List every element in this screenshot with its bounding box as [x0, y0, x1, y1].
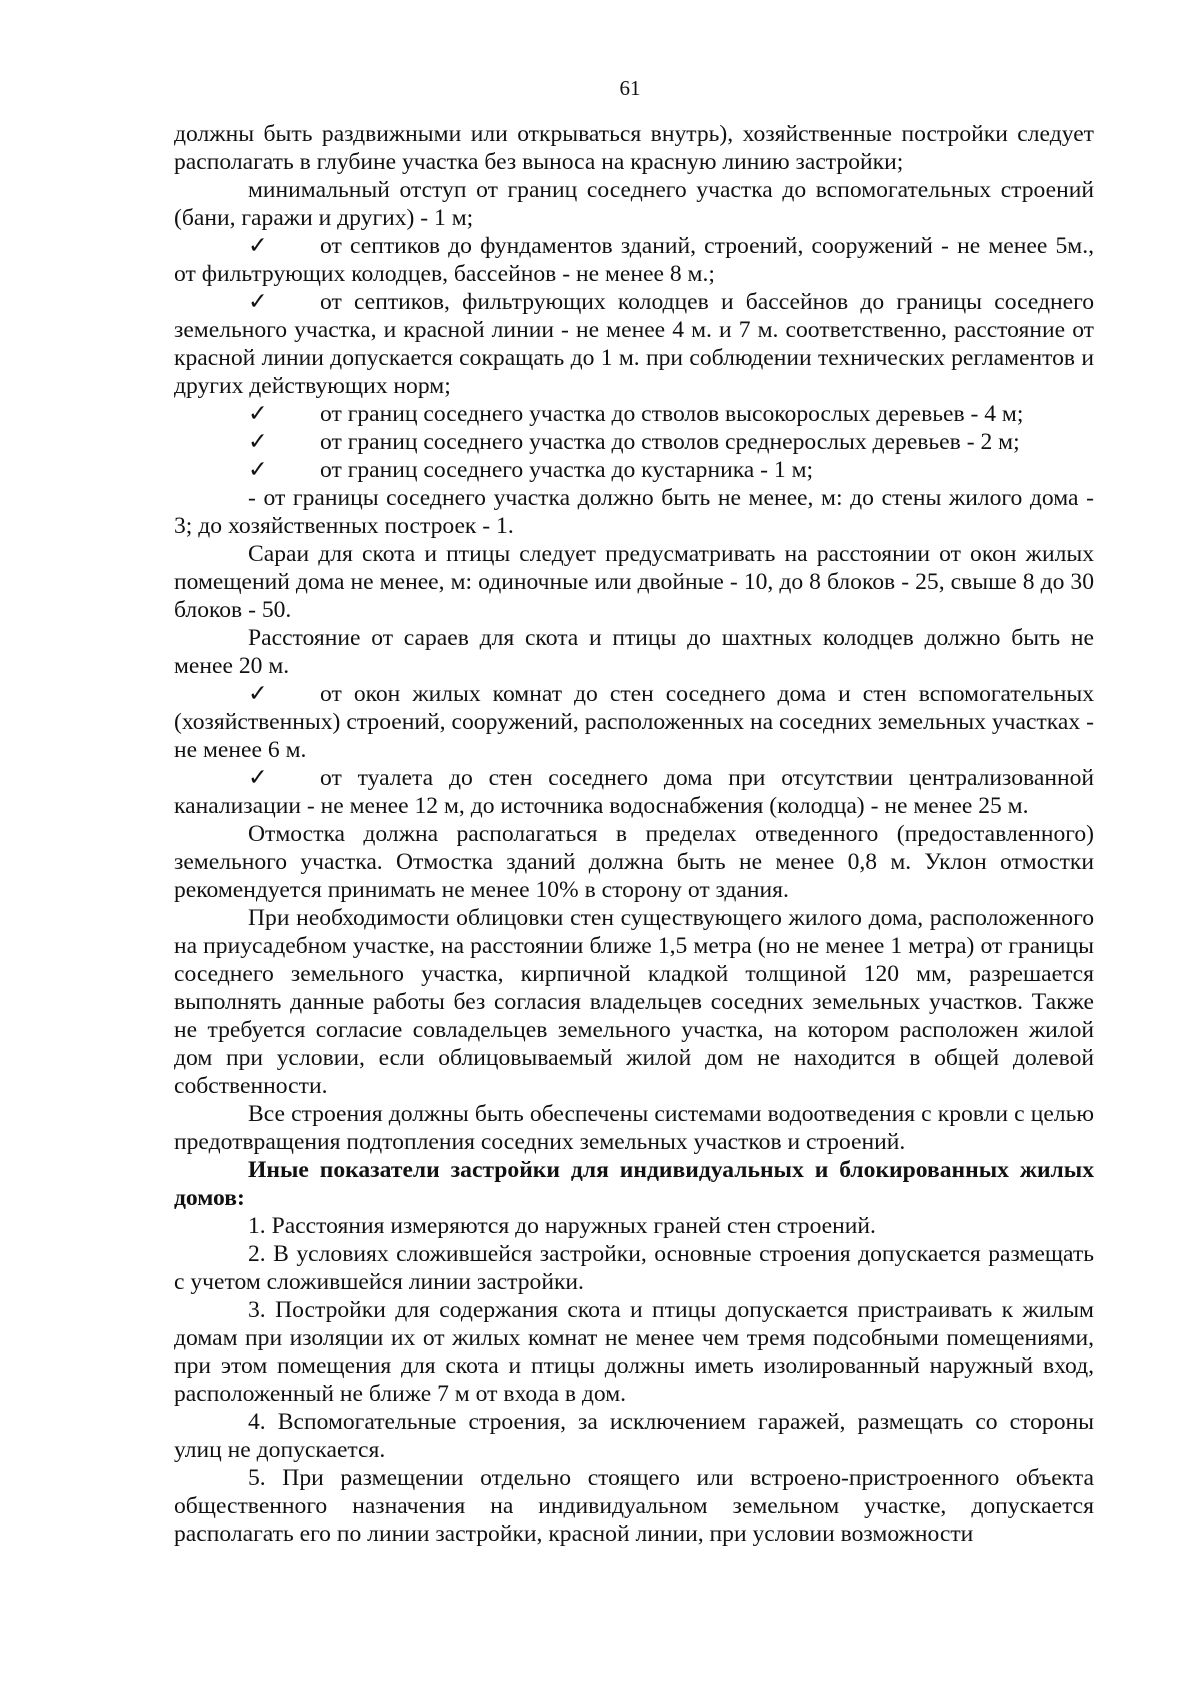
check-mark-icon: ✓ — [248, 457, 268, 483]
numbered-item: 5. При размещении отдельно стоящего или встроено-пристроенного объекта общественного назначения на индивидуальном земельном участке, допускается располагать его по линии застройки, красной линии, при условии возможности — [174, 1465, 1094, 1547]
checklist-item — [174, 288, 1094, 400]
checklist-text: от туалета до стен соседнего дома при отсутствии централизованной канализации - не менее 12 м, до источника водоснабжения (колодца) - не менее 25 м. — [174, 765, 1094, 819]
checklist-item — [174, 456, 1094, 484]
checklist-item — [174, 764, 1094, 820]
check-mark-icon: ✓ — [248, 401, 268, 427]
checklist-text: от границ соседнего участка до кустарника - 1 м; — [320, 457, 814, 483]
checklist-text: от септиков, фильтрующих колодцев и бассейнов до границы соседнего земельного участка, и красной линии - не менее 4 м. и 7 м. соответственно, расстояние от красной линии допускается сокращать до 1 м. при соблюдении технических регламентов и других действующих норм; — [174, 289, 1094, 399]
checklist-text: от границ соседнего участка до стволов высокорослых деревьев - 4 м; — [320, 401, 1024, 427]
checklist-item — [174, 680, 1094, 764]
paragraph: Все строения должны быть обеспечены системами водоотведения с кровли с целью предотвращения подтопления соседних земельных участков и строений. — [174, 1101, 1094, 1155]
page-number: 61 — [619, 76, 641, 100]
numbered-item: 3. Постройки для содержания скота и птицы допускается пристраивать к жилым домам при изоляции их от жилых комнат не менее чем тремя подсобными помещениями, при этом помещения для скота и птицы должны иметь изолированный наружный вход, расположенный не ближе 7 м от входа в дом. — [174, 1297, 1094, 1407]
section-heading: Иные показатели застройки для индивидуальных и блокированных жилых домов: — [174, 1157, 1094, 1211]
checklist-text: от септиков до фундаментов зданий, строений, сооружений - не менее 5м., от фильтрующих колодцев, бассейнов - не менее 8 м.; — [174, 233, 1094, 287]
checklist-text: от границ соседнего участка до стволов среднерослых деревьев - 2 м; — [320, 429, 1020, 455]
paragraph: При необходимости облицовки стен существующего жилого дома, расположенного на приусадебном участке, на расстоянии ближе 1,5 метра (но не менее 1 метра) от границы соседнего земельного участка, кирпичной кладкой толщиной 120 мм, разрешается выполнять данные работы без согласия владельцев соседних земельных участков. Также не требуется согласие совладельцев земельного участка, на котором расположен жилой дом при условии, если облицовываемый жилой дом не находится в общей долевой собственности. — [174, 905, 1094, 1099]
numbered-item: 2. В условиях сложившейся застройки, основные строения допускается размещать с учетом сложившейся линии застройки. — [174, 1241, 1094, 1295]
page-body — [174, 120, 1094, 1548]
checklist-item — [174, 232, 1094, 288]
paragraph: Отмостка должна располагаться в пределах отведенного (предоставленного) земельного участка. Отмостка зданий должна быть не менее 0,8 м. Уклон отмостки рекомендуется принимать не менее 10% в сторону от здания. — [174, 821, 1094, 903]
check-mark-icon: ✓ — [248, 429, 268, 455]
checklist-item — [174, 400, 1094, 428]
checklist-text: от окон жилых комнат до стен соседнего дома и стен вспомогательных (хозяйственных) строений, сооружений, расположенных на соседних земельных участках - не менее 6 м. — [174, 681, 1094, 763]
paragraph: минимальный отступ от границ соседнего участка до вспомогательных строений (бани, гаражи и других) - 1 м; — [174, 177, 1094, 231]
paragraph: - от границы соседнего участка должно быть не менее, м: до стены жилого дома - 3; до хозяйственных построек - 1. — [174, 485, 1094, 539]
paragraph: Расстояние от сараев для скота и птицы до шахтных колодцев должно быть не менее 20 м. — [174, 625, 1094, 679]
check-mark-icon: ✓ — [248, 681, 268, 707]
checklist-item — [174, 428, 1094, 456]
check-mark-icon: ✓ — [248, 289, 268, 315]
numbered-item: 1. Расстояния измеряются до наружных граней стен строений. — [248, 1213, 876, 1239]
paragraph: Сараи для скота и птицы следует предусматривать на расстоянии от окон жилых помещений дома не менее, м: одиночные или двойные - 10, до 8 блоков - 25, свыше 8 до 30 блоков - 50. — [174, 541, 1094, 623]
paragraph: должны быть раздвижными или открываться внутрь), хозяйственные постройки следует располагать в глубине участка без выноса на красную линию застройки; — [174, 121, 1094, 175]
check-mark-icon: ✓ — [248, 765, 268, 791]
numbered-item: 4. Вспомогательные строения, за исключением гаражей, размещать со стороны улиц не допускается. — [174, 1409, 1094, 1463]
check-mark-icon: ✓ — [248, 233, 268, 259]
